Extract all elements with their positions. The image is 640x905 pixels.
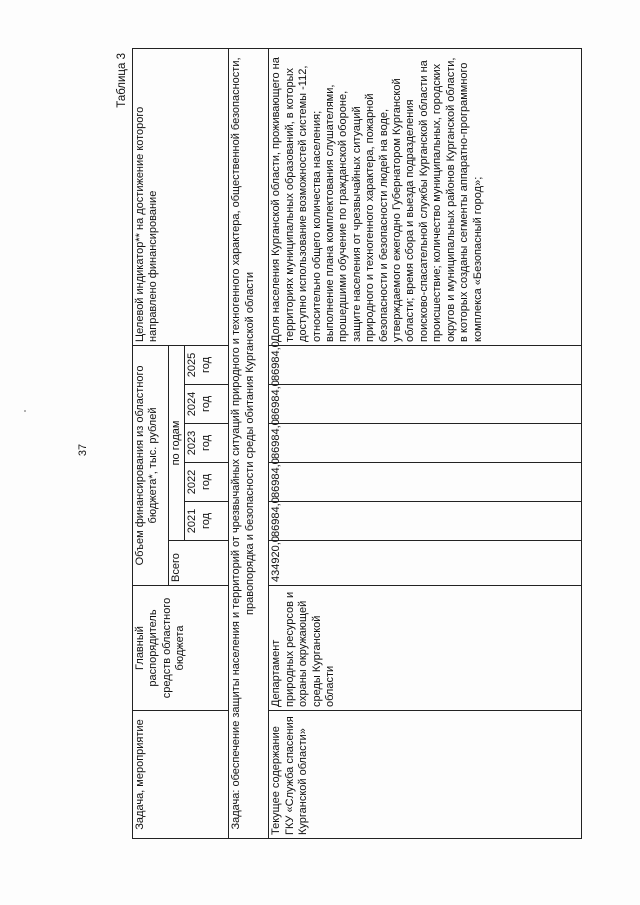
header-year: 2021 год <box>185 502 229 541</box>
row-year-value: 86984,0 <box>269 385 582 424</box>
row-task: Текущее содержание ГКУ «Служба спасения Курганской области» <box>269 711 582 839</box>
table-label: Таблица 3 <box>116 53 128 108</box>
rotated-page-content <box>116 49 623 839</box>
table-row <box>269 48 582 838</box>
task-row <box>229 48 269 838</box>
row-total: 434920,0 <box>269 541 582 586</box>
row-year-value: 86984,0 <box>269 502 582 541</box>
header-manager: Главный распорядитель средств областного бюджета <box>133 586 229 711</box>
header-indicator: Целевой индикатор** на достижение которого направлено финансирование <box>133 48 229 345</box>
header-row-1 <box>133 48 169 838</box>
row-year-value: 86984,0 <box>269 463 582 502</box>
header-year: 2022 год <box>185 463 229 502</box>
row-year-value: 86984,0 <box>269 424 582 463</box>
row-year-value: 86984,0 <box>269 345 582 384</box>
scan-speck <box>24 410 26 412</box>
header-volume: Объем финансирования из областного бюджета*, тыс. рублей <box>133 345 169 585</box>
header-year: 2023 год <box>185 424 229 463</box>
row-manager: Департамент природных ресурсов и охраны окружающей среды Курганской области <box>269 586 582 711</box>
header-by-years: по годам <box>169 345 185 540</box>
financing-table <box>132 48 582 839</box>
page-number: 37 <box>77 443 90 457</box>
header-year: 2024 год <box>185 385 229 424</box>
header-year: 2025 год <box>185 345 229 384</box>
row-indicator: Доля населения Курганской области, проживающего на территориях муниципальных образований, в которых доступно использование возможностей системы -112, относительно общего количества населения; выполнение плана комплектования слушателями, прошедшими обучение по гражданской обороне, защите населения от чрезвычайных ситуаций природного и техногенного характера, пожарной безопасности и безопасности людей на воде, утверждаемого ежегодно Губернатором Курганской области; время сбора и выезда подразделения поисково-спасательной службы Курганской области на происшествие; количество муниципальных, городских округов и муниципальных районов Курганской области, в которых созданы сегменты аппаратно-программного комплекса «Безопасный город»; <box>269 48 582 345</box>
header-task: Задача, мероприятие <box>133 711 229 839</box>
task-description: Задача: обеспечение защиты населения и территорий от чрезвычайных ситуаций природного и техногенного характера, общественной безопасности, правопорядка и безопасности среды обитания Курганской области <box>229 48 269 838</box>
header-total: Всего <box>169 541 229 586</box>
